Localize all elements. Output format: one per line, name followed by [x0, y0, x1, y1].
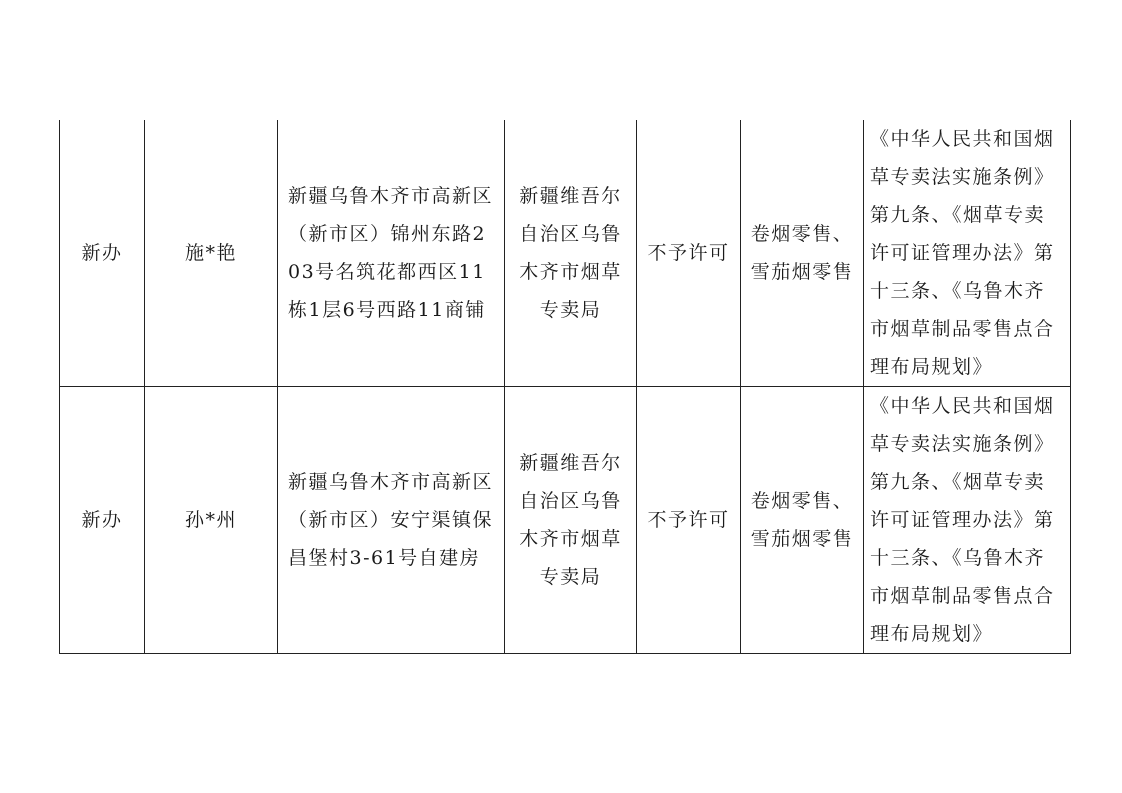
license-decision-table: [59, 120, 1071, 654]
applicant-name-cell: [145, 387, 278, 654]
table-row: [60, 387, 1071, 654]
licensing-authority: 新疆维吾尔 自治区乌鲁 木齐市烟草 专卖局: [519, 185, 622, 321]
application-type: 新办: [81, 242, 123, 264]
decision-result: 不予许可: [647, 242, 730, 264]
result-cell: [637, 387, 741, 654]
business-scope: 卷烟零售、 雪茄烟零售: [750, 490, 854, 550]
application-type-cell: [60, 120, 145, 387]
table-row: [60, 120, 1071, 387]
scope-cell: [741, 120, 864, 387]
applicant-name: 孙*州: [184, 509, 237, 531]
business-address: 新疆乌鲁木齐市高新区（新市区）安宁渠镇保昌堡村3-61号自建房: [288, 471, 494, 569]
applicant-name-cell: [145, 120, 278, 387]
legal-basis: 《中华人民共和国烟草专卖法实施条例》第九条、《烟草专卖许可证管理办法》第十三条、《乌鲁木齐市烟草制品零售点合理布局规划》: [870, 395, 1055, 645]
application-type: 新办: [81, 509, 123, 531]
decision-result: 不予许可: [647, 509, 730, 531]
legal-basis: 《中华人民共和国烟草专卖法实施条例》第九条、《烟草专卖许可证管理办法》第十三条、《乌鲁木齐市烟草制品零售点合理布局规划》: [870, 128, 1055, 378]
licensing-authority: 新疆维吾尔 自治区乌鲁 木齐市烟草 专卖局: [519, 452, 622, 588]
scope-cell: [741, 387, 864, 654]
authority-cell: [505, 387, 637, 654]
result-cell: [637, 120, 741, 387]
business-address: 新疆乌鲁木齐市高新区（新市区）锦州东路203号名筑花都西区11栋1层6号西路11商铺: [288, 185, 494, 321]
basis-cell: [864, 387, 1071, 654]
application-type-cell: [60, 387, 145, 654]
applicant-name: 施*艳: [184, 242, 237, 264]
address-cell: [278, 120, 505, 387]
authority-cell: [505, 120, 637, 387]
address-cell: [278, 387, 505, 654]
business-scope: 卷烟零售、 雪茄烟零售: [750, 223, 854, 283]
basis-cell: [864, 120, 1071, 387]
